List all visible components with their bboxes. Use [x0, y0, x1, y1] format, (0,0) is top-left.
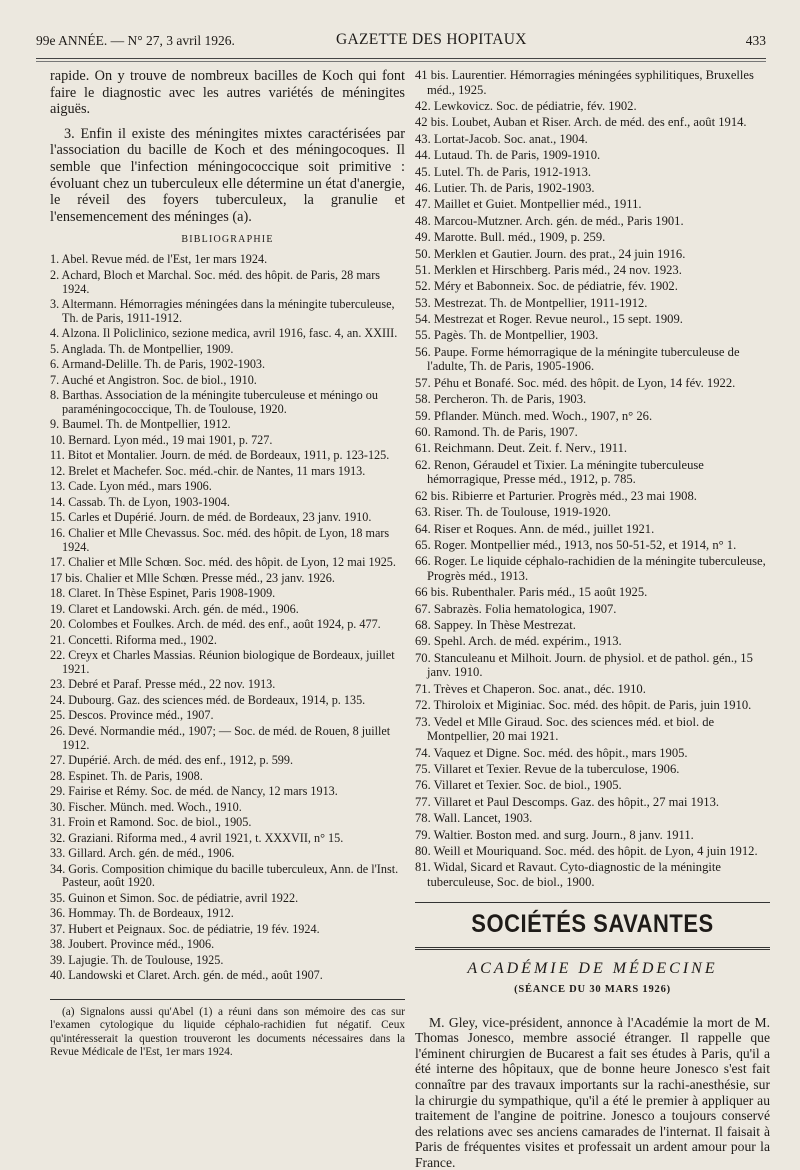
bibliography-entry: 76. Villaret et Texier. Soc. de biol., 1905.: [415, 778, 622, 793]
bibliography-entry: 68. Sappey. In Thèse Mestrezat.: [415, 618, 576, 633]
bibliography-entry: 81. Widal, Sicard et Ravaut. Cyto-diagnostic de la méningite tuberculeuse, Soc. de biol., 1900.: [415, 860, 721, 889]
bibliography-entry: 57. Péhu et Bonafé. Soc. méd. des hôpit. de Lyon, 14 fév. 1922.: [415, 375, 736, 390]
bibliography-entry: 11. Bitot et Montalier. Journ. de méd. de Bordeaux, 1911, p. 123-125.: [50, 448, 390, 463]
bibliography-entry: 75. Villaret et Texier. Revue de la tuberculose, 1906.: [415, 762, 680, 777]
bibliography-entry: 55. Pagès. Th. de Montpellier, 1903.: [415, 328, 599, 343]
bibliography-entry: 50. Merklen et Gautier. Journ. des prat., 24 juin 1916.: [415, 246, 686, 261]
bibliography-entry: 74. Vaquez et Digne. Soc. méd. des hôpit., mars 1905.: [415, 745, 688, 760]
bibliography-entry: 37. Hubert et Peignaux. Soc. de pédiatrie, 19 fév. 1924.: [50, 921, 320, 936]
bibliography-entry: 62. Renon, Géraudel et Tixier. La méningite tuberculeuse hémorragique, Presse méd., 1912, p. 785.: [415, 457, 704, 487]
bibliography-entry: 43. Lortat-Jacob. Soc. anat., 1904.: [415, 131, 588, 146]
bibliography-entry: 35. Guinon et Simon. Soc. de pédiatrie, avril 1922.: [50, 890, 299, 905]
bibliography-entry: 66. Roger. Le liquide céphalo-rachidien de la méningite tuberculeuse, Progrès méd., 1913.: [415, 554, 766, 583]
bibliography-entry: 16. Chalier et Mlle Chevassus. Soc. méd. des hôpit. de Lyon, 18 mars 1924.: [50, 525, 390, 554]
body-paragraph: rapide. On y trouve de nombreux bacilles de Koch qui font faire le diagnostic avec les autres variétés de méningites aiguës.: [50, 68, 405, 118]
header-rule-secondary: [36, 61, 766, 62]
bibliography-entry: 30. Fischer. Münch. med. Woch., 1910.: [50, 799, 242, 814]
bibliography-entry: 67. Sabrazès. Folia hematologica, 1907.: [415, 601, 617, 616]
bibliography-entry: 2. Achard, Bloch et Marchal. Soc. méd. des hôpit. de Paris, 28 mars 1924.: [50, 267, 381, 296]
bibliography-entry: 71. Trèves et Chaperon. Soc. anat., déc. 1910.: [415, 681, 646, 696]
bibliography-entry: 33. Gillard. Arch. gén. de méd., 1906.: [50, 846, 235, 861]
bibliography-entry: 42. Lewkovicz. Soc. de pédiatrie, fév. 1902.: [415, 98, 637, 113]
journal-title: GAZETTE DES HOPITAUX: [336, 31, 527, 48]
bibliography-entry: 58. Percheron. Th. de Paris, 1903.: [415, 392, 587, 407]
bibliography-entry: 6. Armand-Delille. Th. de Paris, 1902-1903.: [50, 357, 266, 372]
bibliography-entry: 29. Fairise et Rémy. Soc. de méd. de Nancy, 12 mars 1913.: [50, 784, 338, 799]
bibliography-list-continued: [415, 68, 770, 890]
bibliography-entry: 25. Descos. Province méd., 1907.: [50, 708, 214, 723]
bibliography-entry: 59. Pflander. Münch. med. Woch., 1907, n° 26.: [415, 408, 653, 423]
left-column: [50, 68, 405, 1059]
bibliography-entry: 20. Colombes et Foulkes. Arch. de méd. des enf., août 1924, p. 477.: [50, 617, 381, 632]
academy-heading: ACADÉMIE DE MÉDECINE: [467, 959, 718, 977]
bibliography-entry: 54. Mestrezat et Roger. Revue neurol., 15 sept. 1909.: [415, 312, 683, 327]
bibliography-entry: 69. Spehl. Arch. de méd. expérim., 1913.: [415, 634, 622, 649]
bibliography-entry: 36. Hommay. Th. de Bordeaux, 1912.: [50, 906, 234, 921]
bibliography-entry: 45. Lutel. Th. de Paris, 1912-1913.: [415, 164, 592, 179]
bibliography-entry: 26. Devé. Normandie méd., 1907; — Soc. de méd. de Rouen, 8 juillet 1912.: [50, 723, 391, 752]
bibliography-entry: 77. Villaret et Paul Descomps. Gaz. des hôpit., 27 mai 1913.: [415, 794, 720, 809]
bibliography-entry: 17. Chalier et Mlle Schœn. Soc. méd. des hôpit. de Lyon, 12 mai 1925.: [50, 555, 396, 570]
bibliography-entry: 32. Graziani. Riforma med., 4 avril 1921, t. XXXVII, n° 15.: [50, 830, 344, 845]
bibliography-list: [50, 253, 405, 983]
bibliography-entry: 46. Lutier. Th. de Paris, 1902-1903.: [415, 180, 595, 195]
session-report-paragraph: M. Gley, vice-président, annonce à l'Académie la mort de M. Thomas Jonesco, membre associé étranger. Il rappelle que l'éminent chirurgien de Bucarest a fait ses études à Paris, qu'il a été interne des hôpitaux, que de bonne heure Jonesco s'est fait connaître par des travaux importants sur la rachi-anesthésie, sur la chirurgie du sympathique, qu'il a été le premier à appliquer au traitement de l'angine de poitrine. Jonesco a toujours conservé des relations avec ses anciens camarades de l'internat. Il faisait à Paris de fréquentes visites et professait un ardent amour pour la France.: [415, 1014, 770, 1170]
footnote: (a) Signalons aussi qu'Abel (1) a réuni dans son mémoire des cas sur l'examen cytologique du liquide céphalo-rachidien fut négatif. Ceux qu'intéresserait la question trouveront les documents nécessaires dans la Revue Médicale de l'Est, 1er mars 1924.: [50, 1005, 405, 1058]
bibliography-entry: 23. Debré et Paraf. Presse méd., 22 nov. 1913.: [50, 677, 276, 692]
bibliography-entry: 63. Riser. Th. de Toulouse, 1919-1920.: [415, 505, 611, 520]
bibliography-entry: 9. Baumel. Th. de Montpellier, 1912.: [50, 417, 231, 432]
bibliography-entry: 10. Bernard. Lyon méd., 19 mai 1901, p. 727.: [50, 432, 273, 447]
bibliography-entry: 22. Creyx et Charles Massias. Réunion biologique de Bordeaux, juillet 1921.: [50, 648, 395, 676]
bibliography-entry: 53. Mestrezat. Th. de Montpellier, 1911-1912.: [415, 295, 648, 310]
bibliography-entry: 80. Weill et Mouriquand. Soc. méd. des hôpit. de Lyon, 4 juin 1912.: [415, 843, 758, 858]
bibliography-entry: 14. Cassab. Th. de Lyon, 1903-1904.: [50, 494, 230, 509]
bibliography-entry: 78. Wall. Lancet, 1903.: [415, 811, 533, 826]
bibliography-entry: 70. Stanculeanu et Milhoit. Journ. de physiol. et de pathol. gén., 15 janv. 1910.: [415, 650, 753, 680]
bibliography-entry: 34. Goris. Composition chimique du bacille tuberculeux, Ann. de l'Inst. Pasteur, août 1920.: [50, 861, 399, 890]
bibliography-entry: 44. Lutaud. Th. de Paris, 1909-1910.: [415, 148, 601, 163]
bibliography-entry: 8. Barthas. Association de la méningite tuberculeuse et méningo ou paraméningococcique, Th. de Toulouse, 1920.: [50, 388, 378, 416]
bibliography-entry: 24. Dubourg. Gaz. des sciences méd. de Bordeaux, 1914, p. 135.: [50, 692, 366, 707]
bibliography-entry: 61. Reichmann. Deut. Zeit. f. Nerv., 1911.: [415, 441, 628, 456]
bibliography-entry: 27. Dupérié. Arch. de méd. des enf., 1912, p. 599.: [50, 753, 294, 768]
section-rule-bottom: [415, 947, 770, 950]
bibliography-entry: 7. Auché et Angistron. Soc. de biol., 1910.: [50, 372, 257, 387]
bibliography-entry: 19. Claret et Landowski. Arch. gén. de méd., 1906.: [50, 601, 299, 616]
section-rule-top: [415, 902, 770, 903]
bibliography-entry: 56. Paupe. Forme hémorragique de la méningite tuberculeuse de l'adulte, Th. de Paris, 1905-1906.: [415, 344, 740, 374]
bibliography-entry: 51. Merklen et Hirschberg. Paris méd., 24 nov. 1923.: [415, 262, 682, 277]
bibliography-entry: 66 bis. Rubenthaler. Paris méd., 15 août 1925.: [415, 585, 648, 600]
bibliography-entry: 15. Carles et Dupérié. Journ. de méd. de Bordeaux, 23 janv. 1910.: [50, 510, 372, 525]
session-date: (SÉANCE DU 30 MARS 1926): [514, 983, 671, 995]
bibliography-entry: 49. Marotte. Bull. méd., 1909, p. 259.: [415, 230, 606, 245]
bibliography-entry: 72. Thiroloix et Miginiac. Soc. méd. des hôpit. de Paris, juin 1910.: [415, 698, 752, 713]
bibliography-entry: 21. Concetti. Riforma med., 1902.: [50, 632, 217, 647]
issue-info: 99e ANNÉE. — N° 27, 3 avril 1926.: [36, 33, 235, 48]
bibliography-entry: 48. Marcou-Mutzner. Arch. gén. de méd., Paris 1901.: [415, 213, 684, 228]
bibliography-entry: 42 bis. Loubet, Auban et Riser. Arch. de méd. des enf., août 1914.: [415, 115, 747, 130]
bibliography-entry: 31. Froin et Ramond. Soc. de biol., 1905.: [50, 815, 252, 830]
bibliography-entry: 38. Joubert. Province méd., 1906.: [50, 937, 215, 952]
bibliography-entry: 17 bis. Chalier et Mlle Schœn. Presse méd., 23 janv. 1926.: [50, 570, 335, 585]
bibliography-entry: 13. Cade. Lyon méd., mars 1906.: [50, 479, 212, 494]
bibliography-entry: 47. Maillet et Guiet. Montpellier méd., 1911.: [415, 197, 642, 212]
bibliography-entry: 1. Abel. Revue méd. de l'Est, 1er mars 1924.: [50, 252, 268, 267]
bibliography-entry: 62 bis. Ribierre et Parturier. Progrès méd., 23 mai 1908.: [415, 488, 697, 503]
bibliography-entry: 65. Roger. Montpellier méd., 1913, nos 50-51-52, et 1914, n° 1.: [415, 537, 737, 552]
bibliography-entry: 4. Alzona. Il Policlinico, sezione medica, avril 1916, fasc. 4, an. XXIII.: [50, 326, 398, 341]
bibliography-entry: 73. Vedel et Mlle Giraud. Soc. des sciences méd. et biol. de Montpellier, 20 mai 1921.: [415, 714, 715, 744]
bibliography-entry: 28. Espinet. Th. de Paris, 1908.: [50, 768, 203, 783]
bibliography-entry: 64. Riser et Roques. Ann. de méd., juillet 1921.: [415, 521, 655, 536]
header-rule: [36, 58, 766, 59]
footnote-rule: [50, 999, 405, 1000]
body-paragraph: 3. Enfin il existe des méningites mixtes caractérisées par l'association du bacille de Koch et des méningocoques. Il semble que l'infection méningococcique soit primitive : évoluant chez un tuberculeux elle détermine un état d'anergie, le réveil des foyers tuberculeux, la granulie et l'ensemencement des méninges (a).: [50, 125, 405, 225]
bibliography-entry: 3. Altermann. Hémorragies méningées dans la méningite tuberculeuse, Th. de Paris, 1911-1912.: [50, 297, 395, 325]
bibliography-entry: 60. Ramond. Th. de Paris, 1907.: [415, 425, 578, 439]
bibliography-entry: 18. Claret. In Thèse Espinet, Paris 1908-1909.: [50, 586, 276, 601]
page-number: 433: [745, 33, 766, 48]
bibliography-entry: 12. Brelet et Machefer. Soc. méd.-chir. de Nantes, 11 mars 1913.: [50, 463, 366, 478]
page-header: [36, 30, 766, 54]
bibliography-entry: 5. Anglada. Th. de Montpellier, 1909.: [50, 341, 234, 356]
bibliography-entry: 39. Lajugie. Th. de Toulouse, 1925.: [50, 952, 224, 967]
bibliography-entry: 41 bis. Laurentier. Hémorragies méningées syphilitiques, Bruxelles méd., 1925.: [415, 68, 754, 97]
bibliography-heading: BIBLIOGRAPHIE: [181, 234, 274, 246]
section-title: SOCIÉTÉS SAVANTES: [471, 908, 714, 938]
right-column: [415, 68, 770, 1170]
bibliography-entry: 52. Méry et Babonneix. Soc. de pédiatrie, fév. 1902.: [415, 279, 678, 294]
bibliography-entry: 79. Waltier. Boston med. and surg. Journ., 8 janv. 1911.: [415, 827, 694, 842]
bibliography-entry: 40. Landowski et Claret. Arch. gén. de méd., août 1907.: [50, 968, 323, 983]
